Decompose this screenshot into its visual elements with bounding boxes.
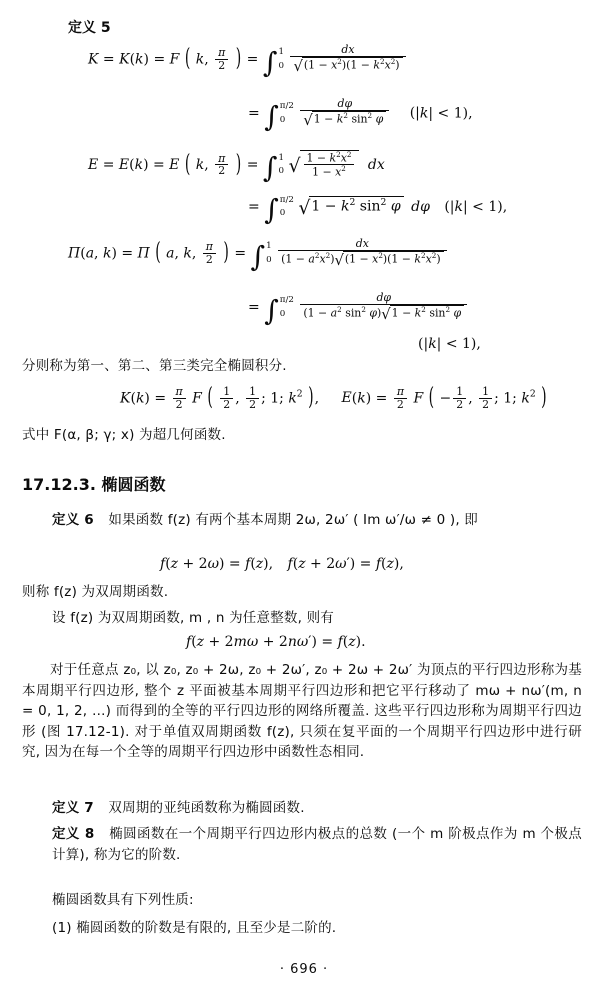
definition-6-block <box>52 510 582 531</box>
formula-K-line2: = ∫ π/2 0 $\frac{d\varphi}{√1 - k^2 \sin^2 \varphi}$ (|k| < 1), <box>248 97 473 133</box>
definition-8-label: 定义 8 <box>52 826 95 842</box>
definition-7-text: 双周期的亚纯函数称为椭圆函数. <box>108 800 305 816</box>
definition-7-label: 定义 7 <box>52 800 94 816</box>
definition-8-block <box>52 824 582 865</box>
definition-8-text: 椭圆函数在一个周期平行四边形内极点的总数 (一个 m 阶极点作为 m 个极点计算), 称为它的阶数. <box>52 826 582 863</box>
paragraph-double-period: 则称 f(z) 为双周期函数. <box>22 584 169 600</box>
definition-5-label: 定义 5 <box>68 20 111 36</box>
definition-6-text: 如果函数 f(z) 有两个基本周期 2ω, 2ω′ ( Im ω′/ω ≠ 0 ), 即 <box>108 512 479 528</box>
formula-Pi-line2: = ∫ π/2 0 $\frac{d\varphi}{(1 - a^2 \sin^2 \varphi)√1 - k^2 \sin^2 \varphi}$ <box>248 292 469 323</box>
paragraph-property-1: (1) 椭圆函数的阶数是有限的, 且至少是二阶的. <box>52 920 337 936</box>
formula-periodicity: f(z + 2ω) = f(z), f(z + 2ω′) = f(z), <box>160 556 404 572</box>
formula-E-line1: E = E(k) = E ( k, $\frac{\pi}{2}$ ) = ∫ 1 0 √ $\frac{1 - k^2x^2}{1 - x^2}$ dx <box>88 150 385 185</box>
formula-double-periodicity: f(z + 2mω + 2nω′) = f(z). <box>186 634 366 650</box>
definition-6-label: 定义 6 <box>52 512 94 528</box>
paragraph-main: 对于任意点 z₀, 以 z₀, z₀ + 2ω, z₀ + 2ω′, z₀ + 2ω + 2ω′ 为顶点的平行四边形称为基本周期平行四边形, 整个 z 平面被基本周期平行四边形和把它平行移动了 mω + nω′(m, n = 0, 1, 2, …) 而得到的全等的平行四边形的网络所覆盖. 这些平行四边形称为周期平行四边形 (图 17.12-1). 对于单值双周期函数 f(z), 只须在复平面的一个周期平行四边形中进行研究, 因为在每一个全等的周期平行四边形中函数性态相同. <box>22 662 582 761</box>
section-heading: 17.12.3. 椭圆函数 <box>22 475 166 494</box>
formula-hypergeometric: K(k) = $\frac{\pi}{2}$ F ( $\frac{1}{2}$ , $\frac{1}{2}$ ; 1; $k^2$ ), E(k) = $\frac{\pi}{2}$ F ( − $\frac{1}{2}$ , $\frac{1}{2}$ ; 1; $k^2$ ) <box>120 384 547 412</box>
formula-E-line2: = ∫ π/2 0 $√1 - k^2$ $\sin^2 \varphi$ dφ (|k| < 1), <box>248 193 508 227</box>
paragraph-properties-intro: 椭圆函数具有下列性质: <box>52 892 194 908</box>
paragraph-classification: 分则称为第一、第二、第三类完全椭圆积分. <box>22 358 287 374</box>
paragraph-set-f: 设 f(z) 为双周期函数, m , n 为任意整数, 则有 <box>52 610 334 626</box>
paragraph-hypergeometric-note: 式中 F(α, β; γ; x) 为超几何函数. <box>22 427 226 443</box>
formula-Pi-line1: Π(a, k) = Π ( a, k, $\frac{\pi}{2}$ ) = ∫ 1 0 $\frac{dx}{(1 - a^2x^2)√(1 - x^2)(1 - k^2x^2)}$ <box>68 238 449 269</box>
formula-K-line1: K = K(k) = F ( k, $\frac{\pi}{2}$ ) = ∫ 1 0 $\frac{dx}{√(1 - x^2)(1 - k^2x^2)}$ <box>88 44 408 75</box>
definition-7-block <box>52 798 582 819</box>
formula-Pi-condition: (|k| < 1), <box>418 336 481 352</box>
page-number: · 696 · <box>279 962 329 977</box>
